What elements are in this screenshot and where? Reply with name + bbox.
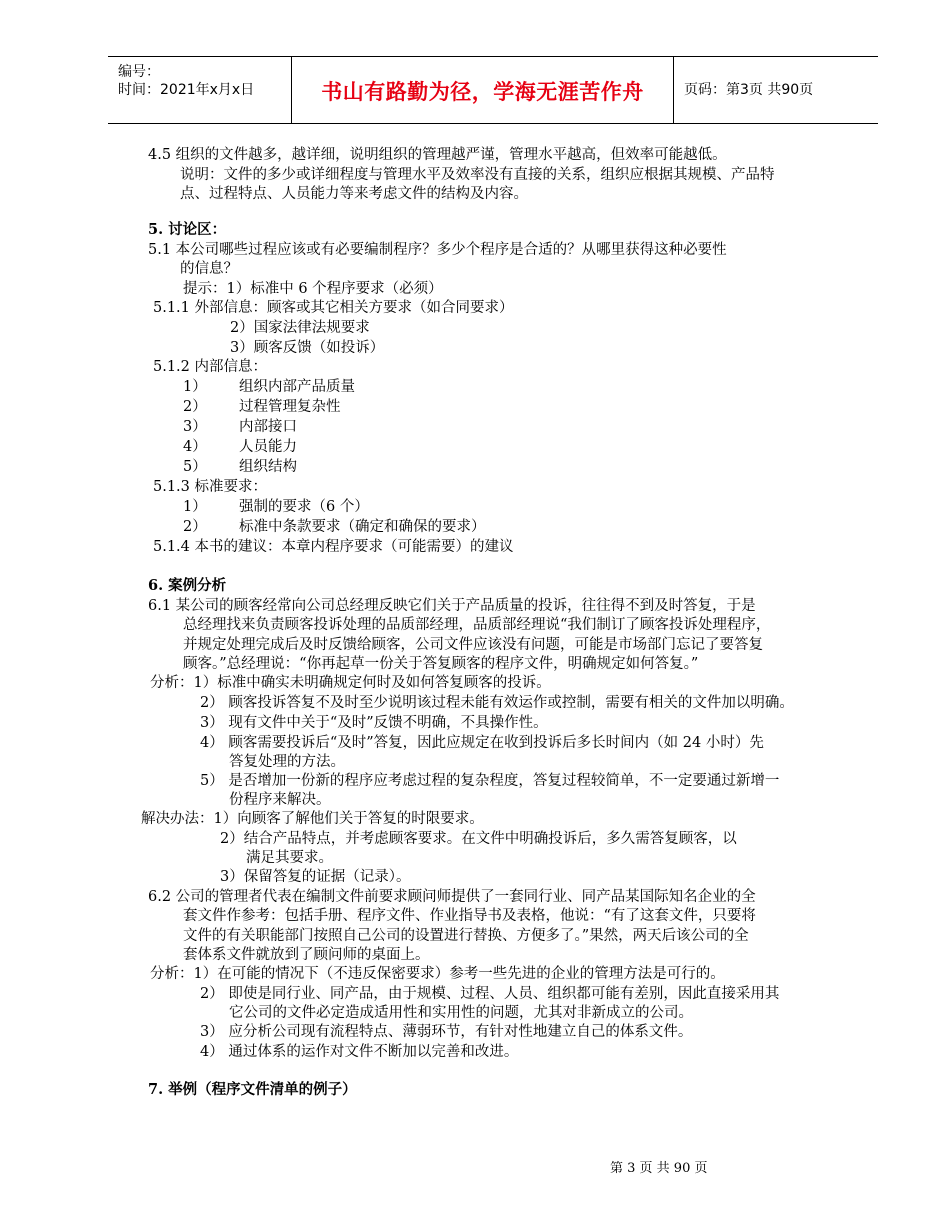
section-4-5-note: 说明：文件的多少或详细程度与管理水平及效率没有直接的关系，组织应根据其规模、产品特 xyxy=(180,167,775,183)
section-5-1-4: 5.1.4 本书的建议：本章内程序要求（可能需要）的建议 xyxy=(153,539,514,555)
section-4-5-note-cont: 点、过程特点、人员能力等来考虑文件的结构及内容。 xyxy=(180,186,528,202)
case-6-2-text-cont: 文件的有关职能部门按照自己公司的设置进行替换、方便多了。”果然，两天后该公司的全 xyxy=(183,928,749,944)
solution-item-2: 2）结合产品特点，并考虑顾客要求。在文件中明确投诉后，多久需答复顾客，以 xyxy=(220,831,737,847)
section-5-1-2: 5.1.2 内部信息： xyxy=(153,359,268,375)
section-5-1-3: 5.1.3 标准要求： xyxy=(153,479,268,495)
analysis-1-item-5-cont: 份程序来解决。 xyxy=(229,792,331,808)
analysis-2-item-2-cont: 它公司的文件必定造成适用性和实用性的问题，尤其对非新成立的公司。 xyxy=(229,1005,693,1021)
analysis-2-item-2: 2） 即使是同行业、同产品，由于规模、过程、人员、组织都可能有差别，因此直接采用其 xyxy=(200,986,780,1002)
analysis-1-item-4-cont: 答复处理的方法。 xyxy=(229,754,345,770)
list-item-number: 4） xyxy=(183,439,207,455)
section-5-1-1: 5.1.1 外部信息：顾客或其它相关方要求（如合同要求） xyxy=(153,300,514,316)
list-item-number: 3） xyxy=(183,419,207,435)
section-7-heading: 7. 举例（程序文件清单的例子） xyxy=(148,1081,357,1098)
header-page-number: 页码：第3页 共90页 xyxy=(684,82,814,98)
header-motto-cell xyxy=(292,57,674,123)
solution-item-2-cont: 满足其要求。 xyxy=(246,850,333,866)
analysis-2-item-3: 3） 应分析公司现有流程特点、薄弱环节，有针对性地建立自己的体系文件。 xyxy=(200,1024,693,1040)
analysis-1-item-5: 5） 是否增加一份新的程序应考虑过程的复杂程度，答复过程较简单，不一定要通过新增一 xyxy=(200,773,780,789)
list-item-number: 5） xyxy=(183,459,207,475)
document-number-label: 编号： xyxy=(118,64,160,80)
analysis-1-item-2: 2） 顾客投诉答复不及时至少说明该过程未能有效运作或控制，需要有相关的文件加以明确。 xyxy=(200,695,794,711)
list-item: 组织内部产品质量 xyxy=(239,379,355,395)
header-info-cell xyxy=(108,57,292,123)
case-6-1-text-cont: 并规定处理完成后及时反馈给顾客，公司文件应该没有问题，可能是市场部门忘记了要答复 xyxy=(183,637,763,653)
list-item-number: 1） xyxy=(183,499,207,515)
case-6-2-text-cont: 套文件作参考：包括手册、程序文件、作业指导书及表格，他说：“有了这套文件，只要将 xyxy=(183,908,756,924)
section-5-1-text: 5.1 本公司哪些过程应该或有必要编制程序？多少个程序是合适的？从哪里获得这种必要性 xyxy=(148,242,727,258)
list-item: 过程管理复杂性 xyxy=(239,399,341,415)
header-motto: 书山有路勤为径，学海无涯苦作舟 xyxy=(321,80,644,104)
section-5-1-1-item-2: 2）国家法律法规要求 xyxy=(230,320,370,336)
section-4-5-text: 4.5 组织的文件越多，越详细，说明组织的管理越严谨，管理水平越高，但效率可能越低。 xyxy=(148,147,727,163)
page-header xyxy=(108,56,878,124)
list-item-number: 1） xyxy=(183,379,207,395)
solution-item-3: 3）保留答复的证据（记录）。 xyxy=(220,869,411,885)
list-item-number: 2） xyxy=(183,399,207,415)
case-6-1-text-cont: 顾客。”总经理说：“你再起草一份关于答复顾客的程序文件，明确规定如何答复。” xyxy=(183,656,699,672)
list-item: 人员能力 xyxy=(239,439,297,455)
section-5-heading: 5. 讨论区： xyxy=(148,221,227,238)
list-item-number: 2） xyxy=(183,519,207,535)
analysis-1-item-1: 分析：1）标准中确实未明确规定何时及如何答复顾客的投诉。 xyxy=(150,675,551,691)
analysis-2-item-1: 分析：1）在可能的情况下（不违反保密要求）参考一些先进的企业的管理方法是可行的。 xyxy=(150,966,725,982)
section-5-1-tip: 提示：1）标准中 6 个程序要求（必须） xyxy=(183,281,443,297)
analysis-1-item-4: 4） 顾客需要投诉后“及时”答复，因此应规定在收到投诉后多长时间内（如 24 小时）先 xyxy=(200,735,764,751)
case-6-2-text: 6.2 公司的管理者代表在编制文件前要求顾问师提供了一套同行业、同产品某国际知名企业的全 xyxy=(148,889,756,905)
document-time-label: 时间：2021年x月x日 xyxy=(118,82,255,98)
case-6-2-text-cont: 套体系文件就放到了顾问师的桌面上。 xyxy=(183,947,430,963)
list-item: 内部接口 xyxy=(239,419,297,435)
list-item: 组织结构 xyxy=(239,459,297,475)
list-item: 强制的要求（6 个） xyxy=(239,499,369,515)
list-item: 标准中条款要求（确定和确保的要求） xyxy=(239,519,486,535)
section-5-1-1-item-3: 3）顾客反馈（如投诉） xyxy=(230,340,385,356)
footer-page-number: 第 3 页 共 90 页 xyxy=(610,1161,708,1176)
analysis-2-item-4: 4） 通过体系的运作对文件不断加以完善和改进。 xyxy=(200,1044,519,1060)
header-page-cell xyxy=(674,57,878,123)
section-6-heading: 6. 案例分析 xyxy=(148,577,227,594)
case-6-1-text-cont: 总经理找来负责顾客投诉处理的品质部经理，品质部经理说“我们制订了顾客投诉处理程序， xyxy=(183,617,771,633)
section-5-1-text-cont: 的信息？ xyxy=(180,261,238,277)
case-6-1-text: 6.1 某公司的顾客经常向公司总经理反映它们关于产品质量的投诉，往往得不到及时答复，于是 xyxy=(148,598,756,614)
analysis-1-item-3: 3） 现有文件中关于“及时”反馈不明确，不具操作性。 xyxy=(200,715,548,731)
solution-item-1: 解决办法：1）向顾客了解他们关于答复的时限要求。 xyxy=(141,811,484,827)
